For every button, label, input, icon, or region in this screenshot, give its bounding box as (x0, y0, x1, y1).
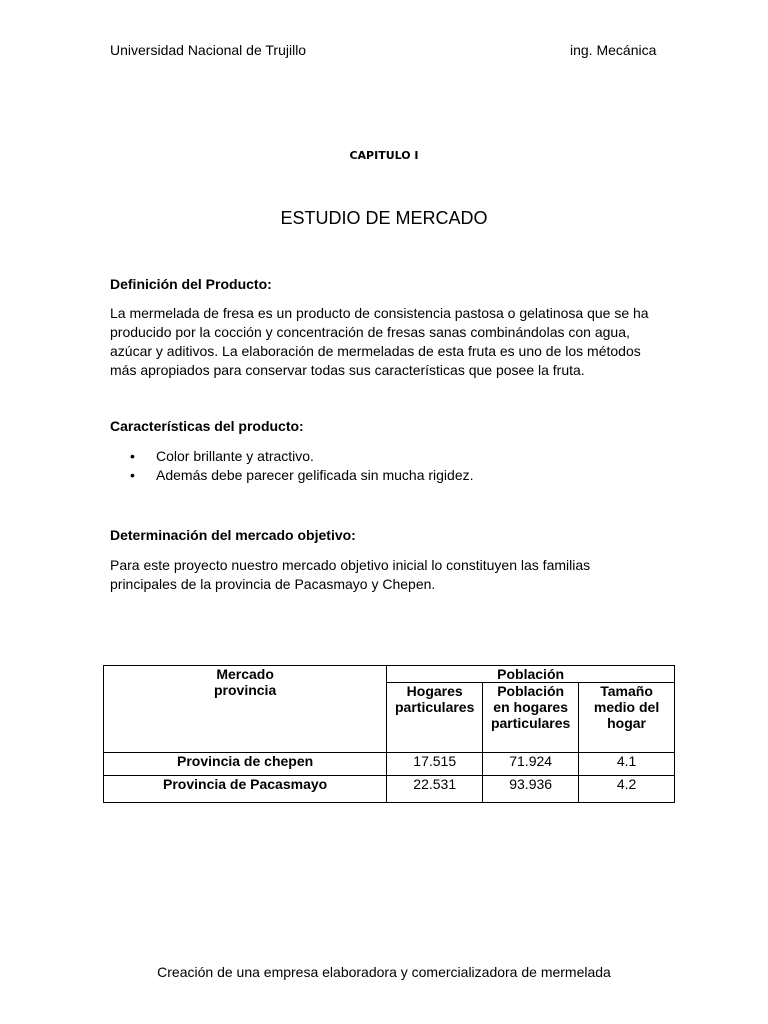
list-item (110, 447, 474, 466)
chapter-label: CAPITULO I (349, 149, 419, 162)
footer-text: Creación de una empresa elaboradora y comercializadora de mermelada (157, 964, 611, 980)
table-header-mercado: Mercado provincia (104, 666, 387, 753)
table-cell-tamano: 4.2 (579, 776, 675, 803)
table-cell-hogares: 22.531 (387, 776, 483, 803)
paragraph-line: principales de la provincia de Pacasmayo y Chepen. (110, 576, 436, 592)
table-subheader-tamano: Tamaño medio del hogar (579, 683, 675, 753)
caracteristicas-list (110, 447, 474, 485)
document-title: ESTUDIO DE MERCADO (280, 208, 488, 228)
heading-caracteristicas: Características del producto: (110, 418, 304, 434)
table-cell-hogares: 17.515 (387, 753, 483, 776)
table-cell-poblacion: 93.936 (483, 776, 579, 803)
market-table (103, 665, 675, 803)
paragraph-line: Para este proyecto nuestro mercado objetivo inicial lo constituyen las familias (110, 557, 591, 573)
table-header-poblacion: Población (387, 666, 675, 683)
list-item-text: Además debe parecer gelificada sin mucha rigidez. (156, 467, 474, 483)
list-item-text: Color brillante y atractivo. (156, 448, 314, 464)
paragraph-line: más apropiados para conservar todas sus características que posee la fruta. (110, 362, 585, 378)
table-row (104, 776, 675, 803)
paragraph-line: producido por la cocción y concentración de fresas sanas combinándolas con agua, (110, 324, 630, 340)
table-subheader-hogares: Hogares particulares (387, 683, 483, 753)
table-cell-provincia: Provincia de Pacasmayo (104, 776, 387, 803)
header-university: Universidad Nacional de Trujillo (110, 42, 307, 58)
paragraph-line: La mermelada de fresa es un producto de consistencia pastosa o gelatinosa que se ha (110, 305, 649, 321)
paragraph-definicion (110, 304, 670, 380)
table-cell-tamano: 4.1 (579, 753, 675, 776)
list-item (110, 466, 474, 485)
paragraph-mercado (110, 556, 670, 594)
heading-definicion: Definición del Producto: (110, 276, 272, 292)
heading-mercado: Determinación del mercado objetivo: (110, 527, 356, 543)
table-row (104, 753, 675, 776)
bullet-icon: • (130, 448, 135, 464)
table-cell-provincia: Provincia de chepen (104, 753, 387, 776)
bullet-icon: • (130, 467, 135, 483)
table-subheader-poblacion-hogares: Población en hogares particulares (483, 683, 579, 753)
table-cell-poblacion: 71.924 (483, 753, 579, 776)
paragraph-line: azúcar y aditivos. La elaboración de mermeladas de esta fruta es uno de los métodos (110, 343, 641, 359)
header-department: ing. Mecánica (570, 42, 657, 58)
